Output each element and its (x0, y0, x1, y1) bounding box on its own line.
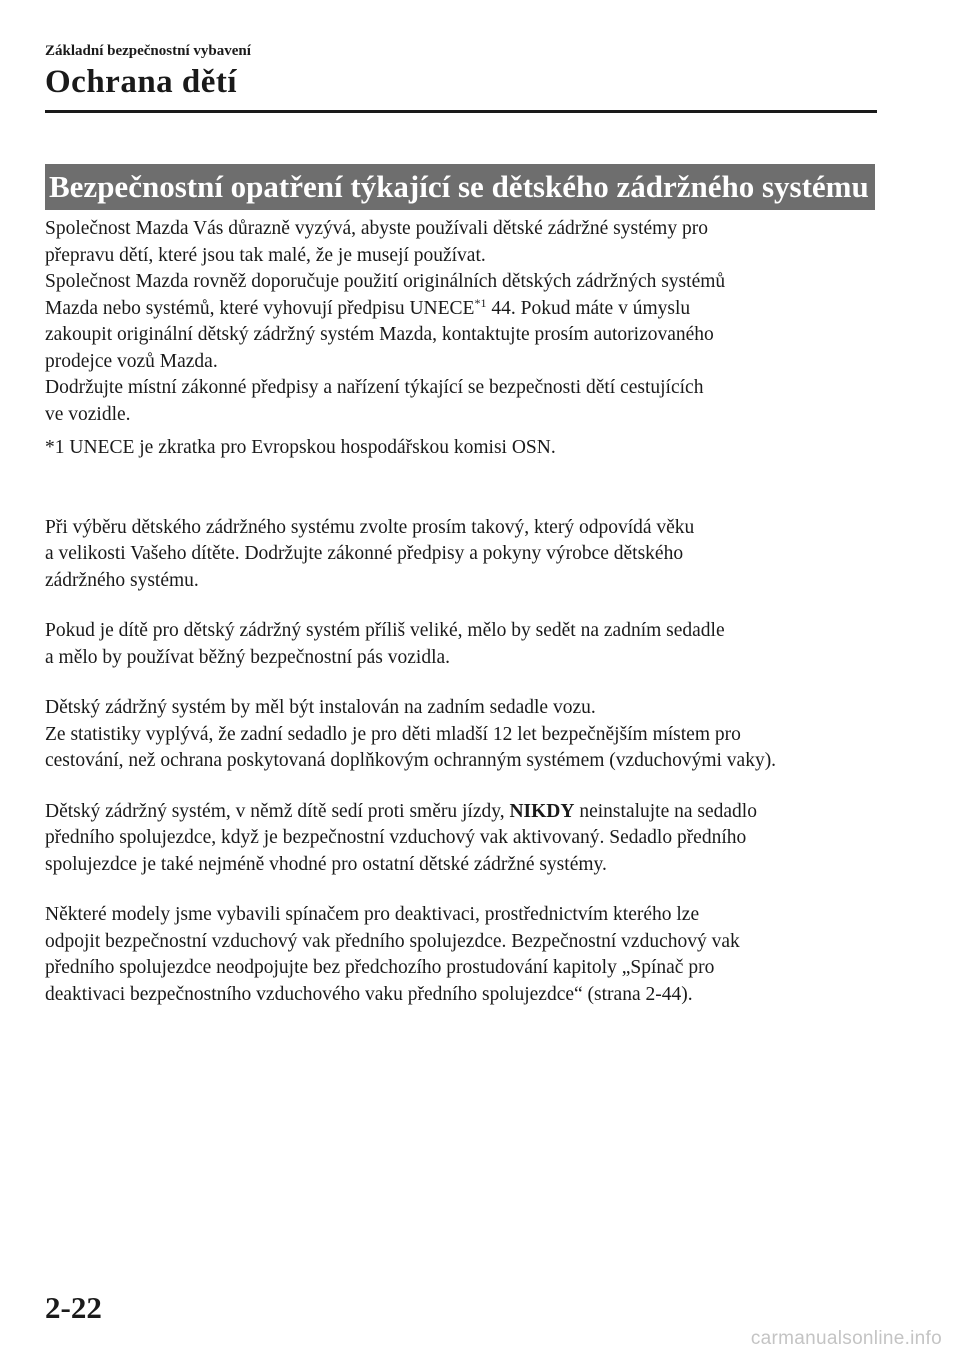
chapter-title: Ochrana dětí (45, 64, 238, 100)
text-span: neinstalujte na sedadlo (574, 800, 757, 822)
text-line: prodejce vozů Mazda. (45, 350, 218, 372)
text-line: a mělo by používat běžný bezpečnostní pás vozidla. (45, 646, 451, 668)
text-line: Některé modely jsme vybavili spínačem pro deaktivaci, prostřednictvím kterého lze (45, 904, 700, 925)
text-line: a velikosti Vašeho dítěte. Dodržujte zákonné předpisy a pokyny výrobce dětského (45, 543, 684, 564)
text-line: Ze statistiky vyplývá, že zadní sedadlo je pro děti mladší 12 let bezpečnějším místem pro (45, 723, 741, 745)
text-span: Mazda nebo systémů, které vyhovují předpisu UNECE (45, 297, 475, 319)
text-line: předního spolujezdce neodpojujte bez předchozího prostudování kapitoly „Spínač pro (45, 957, 715, 978)
text-line: Společnost Mazda rovněž doporučuje použití originálních dětských zádržných systémů (45, 271, 726, 292)
text-span: Dětský zádržný systém, v němž dítě sedí proti směru jízdy, (45, 800, 510, 822)
footnote-marker: *1 (474, 295, 487, 310)
title-divider (45, 110, 877, 113)
text-line: deaktivaci bezpečnostního vzduchového vaku předního spolujezdce“ (strana 2-44). (45, 983, 693, 1005)
text-line: cestování, než ochrana poskytovaná doplňkovým ochranným systémem (vzduchovými vaky). (45, 750, 777, 771)
body-text (45, 216, 885, 1008)
text-line: spolujezdce je také nejméně vhodné pro ostatní dětské zádržné systémy. (45, 853, 607, 875)
text-line: Společnost Mazda Vás důrazně vyzývá, abyste používali dětské zádržné systémy pro (45, 218, 708, 239)
text-line: přepravu dětí, které jsou tak malé, že je musejí používat. (45, 244, 486, 266)
text-line: Pokud je dítě pro dětský zádržný systém příliš veliké, mělo by sedět na zadním sedadle (45, 620, 725, 641)
text-span: 44. Pokud máte v úmyslu (486, 297, 691, 319)
section-heading: Bezpečnostní opatření týkající se dětského zádržného systému (45, 164, 875, 210)
section-label: Základní bezpečnostní vybavení (45, 43, 251, 59)
text-line: zakoupit originální dětský zádržný systém Mazda, kontaktujte prosím autorizovaného (45, 324, 714, 345)
text-line: Dodržujte místní zákonné předpisy a nařízení týkající se bezpečnosti dětí cestujících (45, 377, 704, 398)
text-line (45, 799, 885, 826)
text-line: Při výběru dětského zádržného systému zvolte prosím takový, který odpovídá věku (45, 516, 695, 538)
text-line: zádržného systému. (45, 569, 199, 591)
text-line: odpojit bezpečnostní vzduchový vak předního spolujezdce. Bezpečnostní vzduchový vak (45, 930, 740, 952)
watermark: carmanualsonline.info (750, 1328, 942, 1349)
text-line: Dětský zádržný systém by měl být instalován na zadním sedadle vozu. (45, 697, 596, 718)
text-line: předního spolujezdce, když je bezpečnostní vzduchový vak aktivovaný. Sedadlo předního (45, 827, 747, 848)
text-line: ve vozidle. (45, 403, 131, 425)
emphasis-text: NIKDY (509, 800, 575, 822)
footnote: *1 UNECE je zkratka pro Evropskou hospodářskou komisi OSN. (45, 437, 556, 458)
text-line (45, 296, 885, 323)
page-number: 2-22 (45, 1290, 102, 1325)
